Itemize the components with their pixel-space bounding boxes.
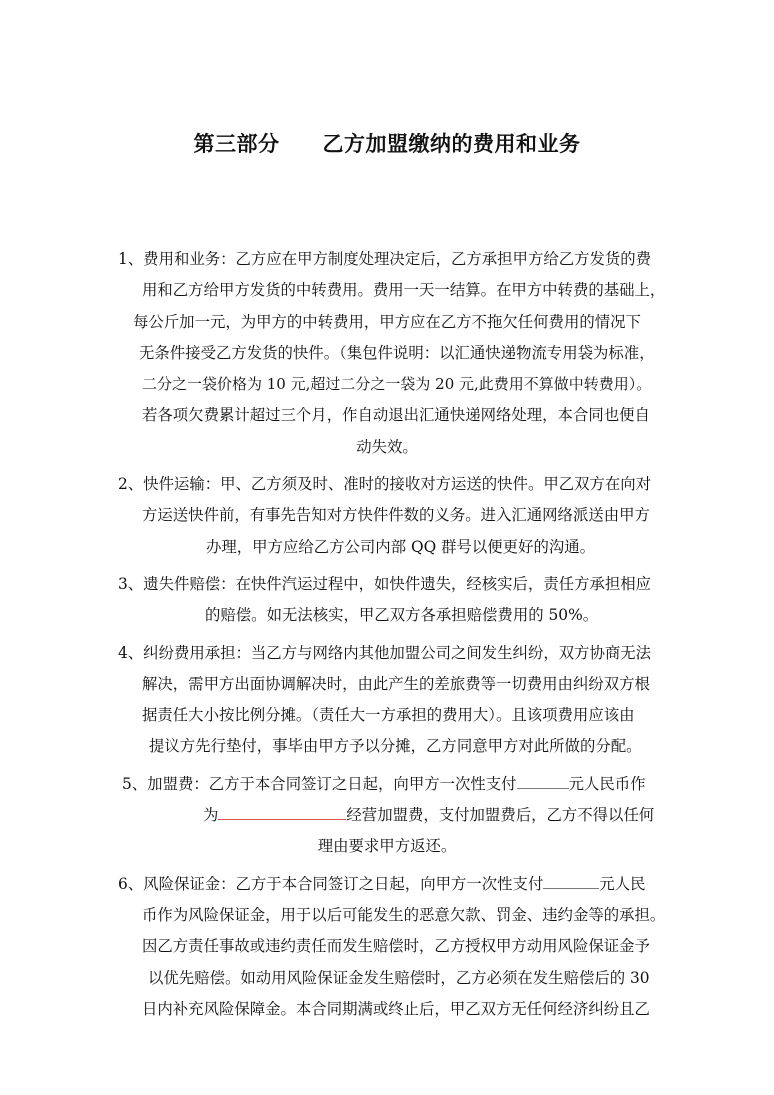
clause-5-line	[0, 800, 774, 831]
clause-5-text: 为	[203, 806, 219, 825]
clause-1-line: 二分之一袋价格为 10 元,超过二分之一袋为 20 元,此费用不算做中转费用）。	[142, 375, 652, 394]
document-body	[0, 244, 774, 1025]
clause-3-line: 3、遗失件赔偿：在快件汽运过程中，如快件遗失，经核实后，责任方承担相应	[118, 574, 652, 593]
clause-5-text: 5、加盟费：乙方于本合同签订之日起，向甲方一次性支付	[122, 774, 517, 793]
clause-6-line	[0, 869, 774, 900]
clause-6-line: 日内补充风险保障金。本合同期满或终止后，甲乙双方无任何经济纠纷且乙	[142, 999, 650, 1018]
clause-1-line: 无条件接受乙方发货的快件。（集包件说明：以汇通快递物流专用袋为标准，	[139, 343, 655, 362]
clause-2	[0, 469, 774, 563]
clause-6-text: 6、风险保证金：乙方于本合同签订之日起，向甲方一次性支付	[118, 874, 544, 893]
clause-1-line: 若各项欠费累计超过三个月，作自动退出汇通快递网络处理，本合同也便自	[142, 406, 650, 425]
clause-4-line: 据责任大小按比例分摊。（责任大一方承担的费用大）。且该项费用应该由	[142, 706, 635, 725]
clause-6-text: 元人民	[599, 874, 646, 893]
deposit-amount-blank[interactable]	[543, 871, 599, 888]
clause-2-line: 2、快件运输：甲、乙方须及时、准时的接收对方运送的快件。甲乙双方在向对	[118, 475, 652, 494]
clause-2-line: 方运送快件前，有事先告知对方快件件数的义务。进入汇通网络派送由甲方	[142, 506, 650, 525]
clause-1-line: 用和乙方给甲方发货的中转费用。费用一天一结算。在甲方中转费的基础上，	[142, 281, 666, 300]
clause-3	[0, 569, 774, 632]
fee-amount-blank[interactable]	[517, 772, 569, 789]
clause-1	[0, 244, 774, 463]
clause-6-line: 以优先赔偿。如动用风险保证金发生赔偿时，乙方必须在发生赔偿后的 30	[148, 968, 650, 987]
clause-1-line: 1、费用和业务：乙方应在甲方制度处理决定后，乙方承担甲方给乙方发货的费	[118, 250, 652, 268]
clause-4-line: 提议方先行垫付，事毕由甲方予以分摊，乙方同意甲方对此所做的分配。	[149, 737, 642, 756]
clause-3-line: 的赔偿。如无法核实，甲乙双方各承担赔偿费用的 50%。	[205, 606, 599, 625]
clause-6-line: 因乙方责任事故或违约责任而发生赔偿时，乙方授权甲方动用风险保证金予	[142, 937, 650, 956]
clause-6-line: 币作为风险保证金，用于以后可能发生的恶意欠款、罚金、违约金等的承担。	[142, 905, 666, 924]
clause-5	[0, 769, 774, 863]
clause-5-text: 元人民币作	[568, 774, 646, 793]
clause-5-text: 经营加盟费，支付加盟费后，乙方不得以任何	[346, 806, 655, 825]
clause-4-line: 解决，需甲方出面协调解决时，由此产生的差旅费等一切费用由纠纷双方根	[142, 674, 650, 693]
clause-5-line: 理由要求甲方返还。	[317, 837, 457, 856]
fee-purpose-blank[interactable]	[218, 803, 346, 820]
clause-2-line: 办理，甲方应给乙方公司内部 QQ 群号以便更好的沟通。	[206, 537, 596, 556]
clause-6	[0, 869, 774, 1025]
clause-1-line: 动失效。	[356, 437, 418, 456]
clause-4-line: 4、纠纷费用承担：当乙方与网络内其他加盟公司之间发生纠纷，双方协商无法	[118, 643, 652, 662]
section-title: 第三部分 乙方加盟缴纳的费用和业务	[193, 132, 581, 156]
clause-1-line: 每公斤加一元，为甲方的中转费用，甲方应在乙方不拖欠任何费用的情况下	[133, 312, 641, 331]
clause-4	[0, 638, 774, 763]
clause-5-line	[0, 769, 774, 800]
